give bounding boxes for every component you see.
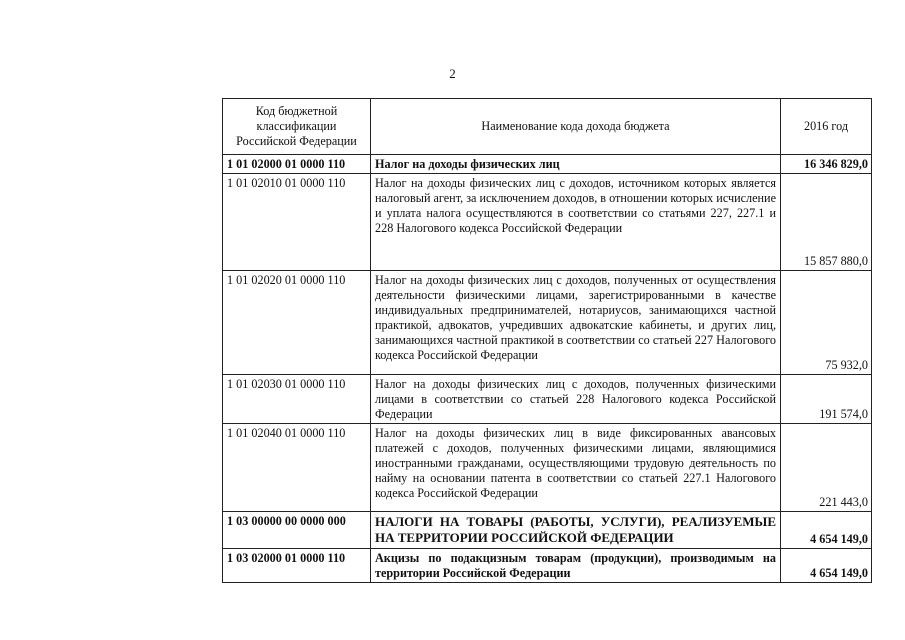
- row-name: Налог на доходы физических лиц с доходов, полученных от осуществления деятельности физическими лицами, зарегистрированными в качестве индивидуальных предпринимателей, нотариусов, занимающихся частной практикой, адвокатов, учредивших адвокатские кабинеты, и других лиц, занимающихся частной практикой в соответствии со статьей 227 Налогового кодекса Российской Федерации: [371, 271, 781, 375]
- page-number: 2: [449, 66, 456, 81]
- row-code: 1 01 02010 01 0000 110: [223, 174, 371, 271]
- table-row: [223, 271, 872, 375]
- row-name: Налог на доходы физических лиц с доходов, источником которых является налоговый агент, за исключением доходов, в отношении которых исчисление и уплата налога осуществляются в соответствии со статьями 227, 227.1 и 228 Налогового кодекса Российской Федерации: [371, 174, 781, 271]
- row-name: НАЛОГИ НА ТОВАРЫ (РАБОТЫ, УСЛУГИ), РЕАЛИЗУЕМЫЕ НА ТЕРРИТОРИИ РОССИЙСКОЙ ФЕДЕРАЦИИ: [371, 512, 781, 549]
- header-code: Код бюджетной классификации Российской Федерации: [223, 99, 371, 155]
- row-amount: 4 654 149,0: [781, 512, 872, 549]
- row-name: Налог на доходы физических лиц: [371, 155, 781, 174]
- row-name: Налог на доходы физических лиц с доходов, полученных физическими лицами в соответствии со статьей 228 Налогового кодекса Российской Федерации: [371, 375, 781, 424]
- table-row: [223, 512, 872, 549]
- table-header-row: [223, 99, 872, 155]
- budget-income-table: [222, 98, 872, 583]
- row-amount: 4 654 149,0: [781, 549, 872, 583]
- row-code: 1 01 02040 01 0000 110: [223, 424, 371, 512]
- table-row: [223, 424, 872, 512]
- table-row: [223, 174, 872, 271]
- table-row: [223, 155, 872, 174]
- row-amount: 191 574,0: [781, 375, 872, 424]
- header-name: Наименование кода дохода бюджета: [371, 99, 781, 155]
- row-amount: 15 857 880,0: [781, 174, 872, 271]
- row-amount: 75 932,0: [781, 271, 872, 375]
- row-code: 1 01 02030 01 0000 110: [223, 375, 371, 424]
- row-amount: 16 346 829,0: [781, 155, 872, 174]
- row-code: 1 01 02000 01 0000 110: [223, 155, 371, 174]
- row-code: 1 01 02020 01 0000 110: [223, 271, 371, 375]
- row-name: Налог на доходы физических лиц в виде фиксированных авансовых платежей с доходов, полученных физическими лицами, являющимися иностранными гражданами, осуществляющими трудовую деятельность по найму на основании патента в соответствии со статьей 227.1 Налогового кодекса Российской Федерации: [371, 424, 781, 512]
- table-row: [223, 549, 872, 583]
- row-code: 1 03 00000 00 0000 000: [223, 512, 371, 549]
- table-row: [223, 375, 872, 424]
- row-name: Акцизы по подакцизным товарам (продукции), производимым на территории Российской Федерации: [371, 549, 781, 583]
- row-amount: 221 443,0: [781, 424, 872, 512]
- row-code: 1 03 02000 01 0000 110: [223, 549, 371, 583]
- header-year: 2016 год: [781, 99, 872, 155]
